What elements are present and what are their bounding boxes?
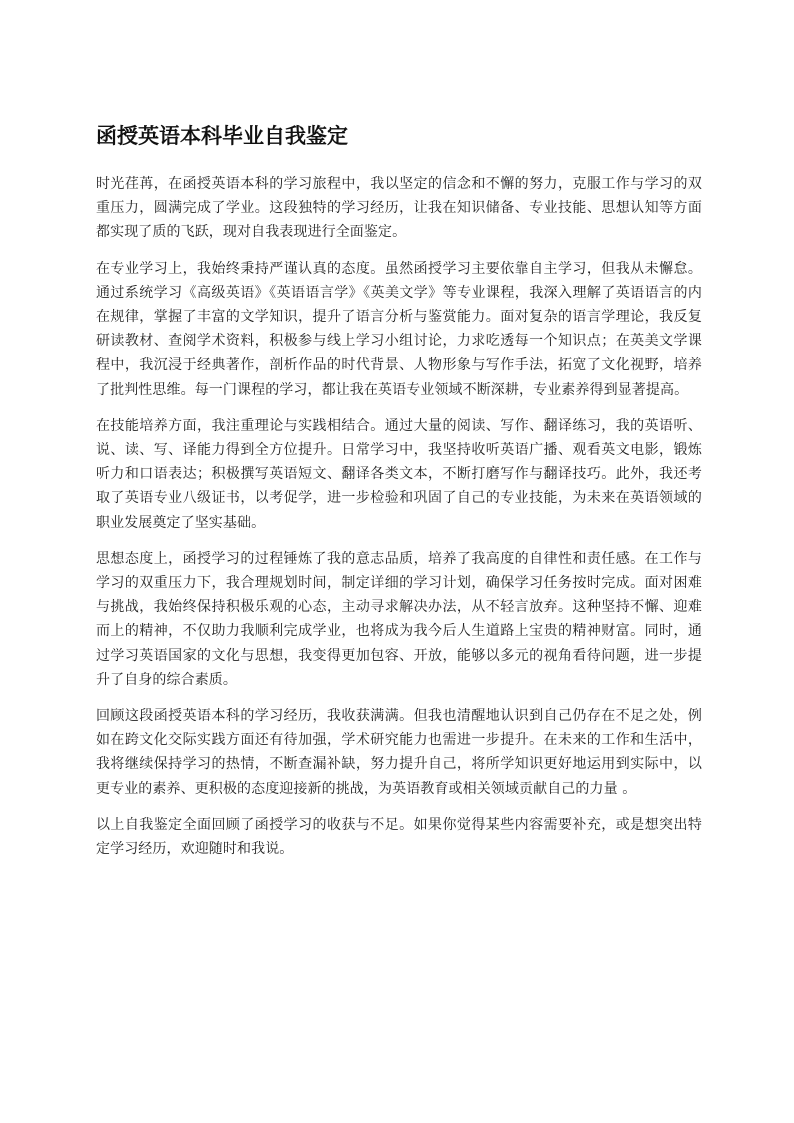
document-page [96,120,702,873]
paragraph-skills: 在技能培养方面，我注重理论与实践相结合。通过大量的阅读、写作、翻译练习，我的英语听、说、读、写、译能力得到全方位提升。日常学习中，我坚持收听英语广播、观看英文电影，锻炼听力和口语表达；积极撰写英语短文、翻译各类文本，不断打磨写作与翻译技巧。此外，我还考取了英语专业八级证书，以考促学，进一步检验和巩固了自己的专业技能，为未来在英语领域的职业发展奠定了坚实基础。 [96,417,702,531]
paragraph-review: 回顾这段函授英语本科的学习经历，我收获满满。但我也清醒地认识到自己仍存在不足之处，例如在跨文化交际实践方面还有待加强，学术研究能力也需进一步提升。在未来的工作和生活中，我将继续保持学习的热情，不断查漏补缺，努力提升自己，将所学知识更好地运用到实际中，以更专业的素养、更积极的态度迎接新的挑战，为英语教育或相关领域贡献自己的力量 。 [96,708,702,797]
paragraph-intro: 时光荏苒，在函授英语本科的学习旅程中，我以坚定的信念和不懈的努力，克服工作与学习的双重压力，圆满完成了学业。这段独特的学习经历，让我在知识储备、专业技能、思想认知等方面都实现了质的飞跃，现对自我表现进行全面鉴定。 [96,176,702,241]
page-title: 函授英语本科毕业自我鉴定 [96,124,348,148]
paragraph-professional-study: 在专业学习上，我始终秉持严谨认真的态度。虽然函授学习主要依靠自主学习，但我从未懈怠。通过系统学习《高级英语》《英语语言学》《英美文学》等专业课程，我深入理解了英语语言的内在规律，掌握了丰富的文学知识，提升了语言分析与鉴赏能力。面对复杂的语言学理论，我反复研读教材、查阅学术资料，积极参与线上学习小组讨论，力求吃透每一个知识点；在英美文学课程中，我沉浸于经典著作，剖析作品的时代背景、人物形象与写作手法，拓宽了文化视野，培养了批判性思维。每一门课程的学习，都让我在英语专业领域不断深耕，专业素养得到显著提高。 [96,260,702,398]
paragraph-attitude: 思想态度上，函授学习的过程锤炼了我的意志品质，培养了我高度的自律性和责任感。在工作与学习的双重压力下，我合理规划时间，制定详细的学习计划，确保学习任务按时完成。面对困难与挑战，我始终保持积极乐观的心态，主动寻求解决办法，从不轻言放弃。这种坚持不懈、迎难而上的精神，不仅助力我顺利完成学业，也将成为我今后人生道路上宝贵的精神财富。同时，通过学习英语国家的文化与思想，我变得更加包容、开放，能够以多元的视角看待问题，进一步提升了自身的综合素质。 [96,550,702,688]
paragraph-closing: 以上自我鉴定全面回顾了函授学习的收获与不足。如果你觉得某些内容需要补充，或是想突出特定学习经历，欢迎随时和我说。 [96,816,702,858]
